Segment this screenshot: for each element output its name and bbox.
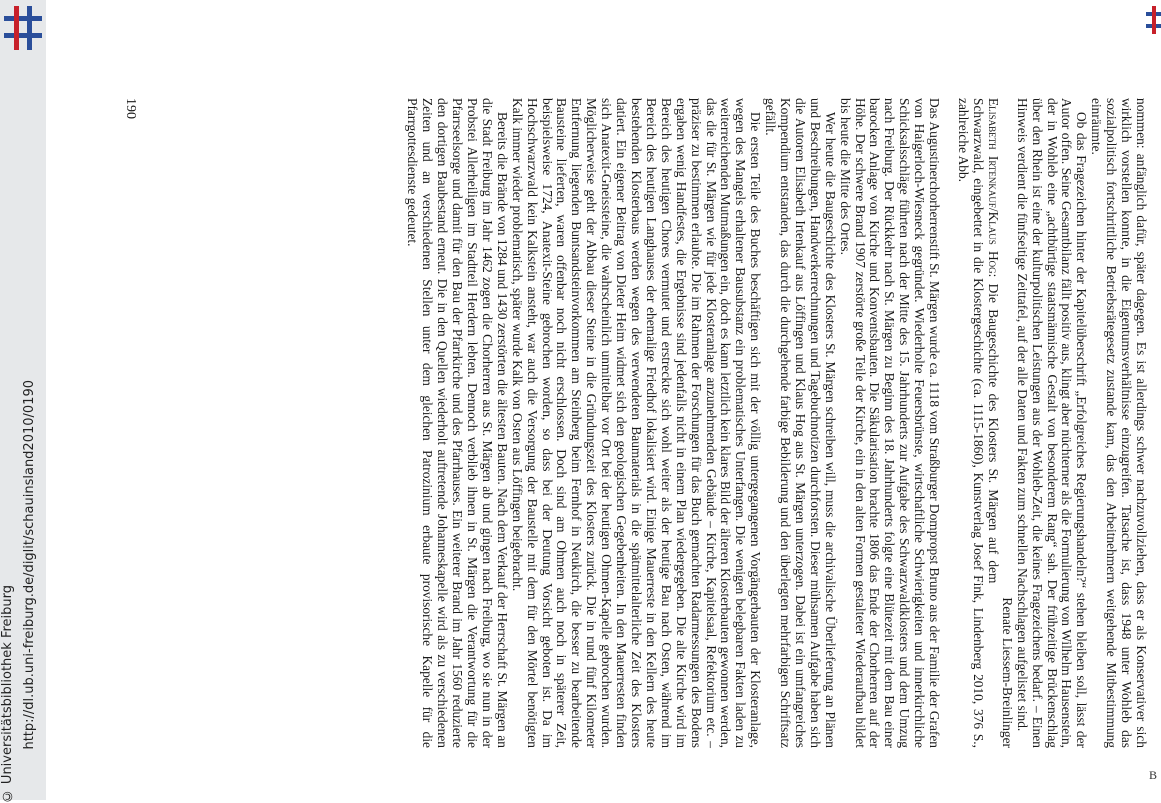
review-heading: Elisabeth Irtenkauf/Klaus Hog: Die Baugeschichte des Klosters St. Märgen auf dem Schwarzwald, eingebettet in die Klostergeschichte (ca. 1115-1860), Kunstverlag Josef Fink, Lindenberg 2010, 376 S., zahlreiche Abb. bbox=[956, 98, 1001, 748]
paragraph: Ob das Fragezeichen hinter der Kapitelüberschrift „Erfolgreiches Regierungshandeln?“ stehen bleiben soll, lässt der Autor offen. Seine Gesamtbilanz fällt positiv aus, klingt aber nüchterner als die Formulierung von Wilhelm Hausenstein, der in Wohleb eine „achtbürtige staatsmännische Gestalt von besonderem Rang“ sah. Der frühzeitige Brückenschlag über den Rhein ist eine der kulturpolitischen Leistungen aus der Wohleb-Zeit, die keines Fragezeichens bedarf. – Einen Hinweis verdient die fünfseitige Zeittafel, auf der alle Daten und Fakten zum schnellen Nachschlagen aufgelistet sind. Renate Liessem-Breinlinger bbox=[999, 98, 1090, 748]
source-url-link[interactable]: http://dl.ub.uni-freiburg.de/diglit/schauinsland2010/0190 bbox=[22, 380, 37, 750]
reviewer-signature: Renate Liessem-Breinlinger bbox=[999, 597, 1015, 748]
copyright-notice: © Universitätsbibliothek Freiburg bbox=[0, 585, 15, 803]
page-number: 190 bbox=[123, 98, 138, 119]
scanned-page-text bbox=[130, 98, 1148, 748]
university-logo-icon bbox=[4, 6, 42, 50]
paragraph: Wer heute die Baugeschichte des Klosters St. Märgen schreiben will, muss die archivalische Überlieferung an Plänen und Beschreibungen, Handwerkerrechnungen und Tagebuchnotizen durchforsten. Dieser mühsamen Aufgabe haben sich die Autoren Elisabeth Irtenkauf aus Löffingen und Klaus Hog aus St. Märgen unterzogen. Dabei ist ein umfangreiches Kompendium entstanden, das durch die durchgehende farbige Bebilderung und den überlegten mehrfarbigen Schriftsatz gefällt. bbox=[763, 98, 838, 748]
edge-mark: B bbox=[1149, 768, 1158, 782]
paragraph: nommen: anfänglich dafür, später dagegen. Es ist allerdings schwer nachzuvollziehen, dass er als Konservativer sich wirklich vorstellen konnte, in die Eigentumsverhältnisse einzugreifen. Tatsache ist, dass 1948 unter Wohleb das sozialpolitisch fortschrittliche Betriebsrätegesetz zustande kam, das den Arbeitnehmern weitgehende Mitbestimmung einräumte. bbox=[1089, 98, 1149, 748]
review-authors: Elisabeth Irtenkauf/Klaus Hog: bbox=[985, 98, 1001, 278]
paragraph: Die ersten Teile des Buches beschäftigen sich mit der völlig untergegangenen Vorgängerbauten der Klosteranlage, wegen des Mangels erhaltener Bausubstanz ein problematisches Unterfangen. Die wenigen belegbaren Fakten laden zu weiterreichenden Mutmaßungen ein, doch es kann letztlich kein klares Bild der älteren Klosterbauten gewonnen werden, das die für St. Märgen wie für jede Klosteranlage anzunehmenden Gebäude – Kirche, Kapitelsaal, Refektorium etc. – präziser zu bestimmen erlaubte. Die im Rahmen der Forschungen für das Buch gemachten Radarmessungen des Bodens ergaben wenig Handfestes, die Ergebnisse sind jedenfalls nicht in einem Plan wiedergegeben. Die alte Kirche wird im Bereich des heutigen Chores vermutet und erstreckte sich wohl weiter als der heutige Bau nach Osten, während im Bereich des heutigen Langhauses der ehemalige Friedhof lokalisiert wird. Einige Mauerreste in den Kellern des heute bestehenden Klosterbaus werden wegen des verwendeten Baumaterials in die spätmittelalterliche Zeit des Klosters datiert. Ein eigener Beitrag von Dieter Heim widmet sich den geologischen Gegebenheiten. In den Mauerresten finden sich Anatexit-Gneissteine, die wahrscheinlich unmittelbar vor Ort bei der heutigen Ohmen-Kapelle gebrochen wurden. Möglicherweise geht der Abbau dieser Steine in die Gründungszeit des Klosters zurück. Die in rund fünf Kilometer Entfernung liegenden Buntsandsteinvorkommen am Steinberg beim Fernhof in Neukirch, die besser zu bearbeitende Bausteine lieferten, waren offenbar noch nicht erschlossen. Doch sind am Ohmen auch noch in späterer Zeit, beispielsweise 1724, Anatexit-Steine gebrochen worden, so dass bei der Deutung Vorsicht geboten ist. Da im Hochschwarzwald kein Kalkstein ansteht, war auch die Versorgung der Baustelle mit dem für den Mörtel benötigten Kalk immer wieder problematisch, später wurde Kalk von Osten aus Löffingen beigebracht. bbox=[509, 98, 764, 748]
partial-logo-icon bbox=[1146, 6, 1161, 34]
paragraph: Das Augustinerchorherrenstift St. Märgen wurde ca. 1118 vom Straßburger Dompropst Bruno aus der Familie der Grafen von Haigerloch-Wiesneck gegründet. Wiederholte Feuersbrünste, wirtschaftliche Schwierigkeiten und innerkirchliche Schicksalsschläge führten nach der Mitte des 15. Jahrhunderts zur Aufgabe des Schwarzwaldklosters und dem Umzug nach Freiburg. Der Rückkehr nach St. Märgen zu Beginn des 18. Jahrhunderts folgte eine Blütezeit mit dem Bau einer barocken Anlage von Kirche und Konventsbauten. Die Säkularisation brachte 1806 das Ende der Chorherren auf der Höhe. Der schwere Brand 1907 zerstörte große Teile der Kirche, ein in den alten Formen gestalteter Wiederaufbau bildet bis heute die Mitte des Ortes. bbox=[837, 98, 943, 748]
paragraph: Bereits die Brände von 1284 und 1430 zerstörten die ältesten Bauten. Nach dem Verkauf der Herrschaft St. Märgen an die Stadt Freiburg im Jahr 1462 zogen die Chorherren aus St. Märgen ab und gingen nach Freiburg, wo sie nun in der Probstei Allerheiligen im Stadtteil Herdern lebten. Dennoch verblieb ihnen in St. Märgen die Verantwortung für die Pfarrseelsorge und damit für den Bau der Pfarrkirche und des Pfarrhauses. Ein weiterer Brand im Jahr 1560 reduzierte den dortigen Baubestand erneut. Die in den Quellen wiederholt auftretende Johanneskapelle wird als zu verschiedenen Zeiten und an verschiedenen Stellen unter dem gleichen Patrozinium erbaute provisorische Kapelle für die Pfarrgottesdienste gedeutet. bbox=[405, 98, 510, 748]
